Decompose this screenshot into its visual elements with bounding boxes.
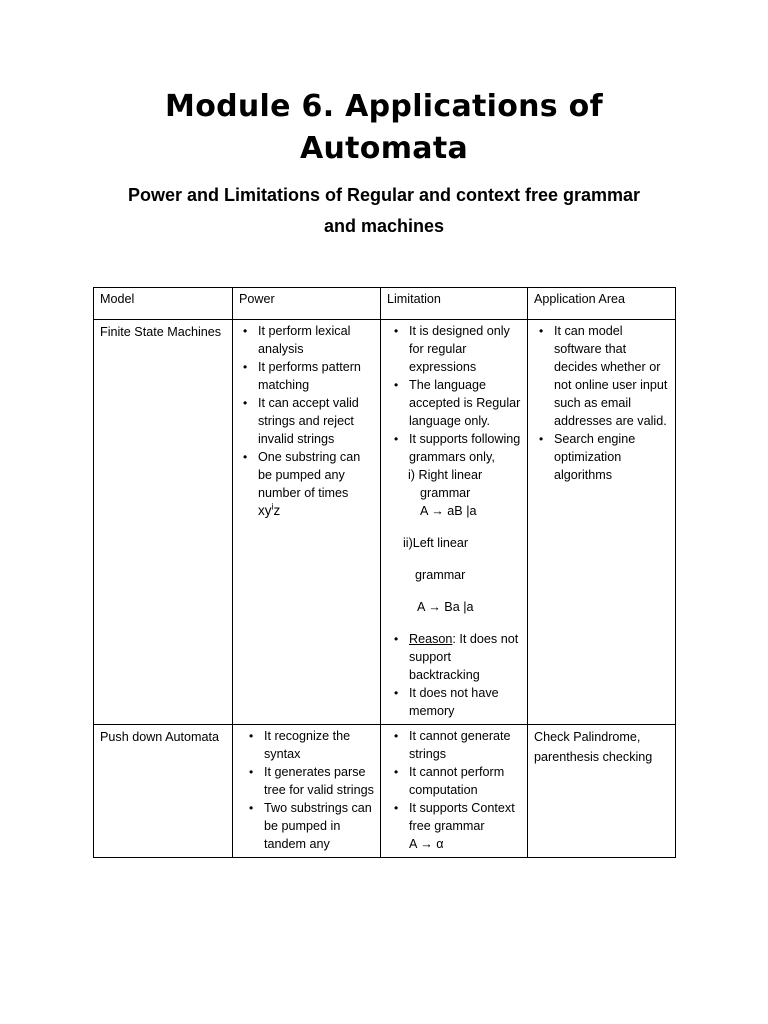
fsm-power-list [239, 322, 374, 502]
pda-limitation-cell [381, 725, 528, 858]
table-header-row [94, 288, 676, 320]
left-linear-label: ii)Left linear [403, 536, 469, 550]
pumping-expression [239, 502, 374, 520]
list-item: • It can accept valid strings and reject invalid strings [258, 394, 374, 448]
list-item: • Two substrings can be pumped in tandem any [264, 799, 374, 853]
document-title [0, 86, 768, 170]
pump-tail: z [273, 503, 281, 518]
fsm-application-cell [528, 320, 676, 725]
list-item [409, 630, 521, 684]
fsm-limitation-cell [381, 320, 528, 725]
fsm-application-list [534, 322, 669, 484]
subtitle-line-1: Power and Limitations of Regular and context free grammar [127, 185, 641, 205]
fsm-model-cell: Finite State Machines [94, 320, 233, 725]
list-item: • It generates parse tree for valid strings [264, 763, 374, 799]
list-item: • It cannot generate strings [409, 727, 521, 763]
header-application-area: Application Area [528, 288, 676, 320]
comparison-table [93, 287, 676, 858]
right-linear-label: i) Right linear [408, 468, 483, 482]
cfg-rule: A → α [409, 837, 444, 851]
right-linear-grammar: grammar [420, 486, 471, 500]
table-row-push-down-automata [94, 725, 676, 858]
pda-power-list [239, 727, 374, 853]
reason-label: Reason [409, 632, 453, 646]
header-model: Model [94, 288, 233, 320]
list-item: • It is designed only for regular expressions [409, 322, 521, 376]
fsm-reason-list [387, 630, 521, 720]
right-linear-rule: A → aB |a [420, 504, 477, 518]
pda-application-cell: Check Palindrome, parenthesis checking [528, 725, 676, 858]
pda-power-cell [233, 725, 381, 858]
list-item: • It supports following grammars only, [409, 430, 521, 466]
list-item: • It supports Context free grammar [409, 799, 521, 835]
list-item: • It recognize the syntax [264, 727, 374, 763]
list-item: • It performs pattern matching [258, 358, 374, 394]
pda-model-cell: Push down Automata [94, 725, 233, 858]
header-power: Power [233, 288, 381, 320]
pda-limitation-list [387, 727, 521, 835]
fsm-power-cell [233, 320, 381, 725]
list-item: • It can model software that decides whether or not online user input such as email addresses are valid. [554, 322, 669, 430]
header-limitation: Limitation [381, 288, 528, 320]
fsm-limitation-list [387, 322, 521, 466]
left-linear-grammar: grammar [415, 568, 466, 582]
title-line-1: Module 6. Applications of [165, 89, 603, 124]
table-row-finite-state-machines [94, 320, 676, 725]
list-item: • It cannot perform computation [409, 763, 521, 799]
pump-exponent: i [271, 501, 274, 512]
list-item: • Search engine optimization algorithms [554, 430, 669, 484]
pump-base: xy [258, 503, 272, 518]
list-item: • The language accepted is Regular language only. [409, 376, 521, 430]
list-item: • One substring can be pumped any number of times [258, 448, 374, 502]
list-item: • It perform lexical analysis [258, 322, 374, 358]
title-line-2: Automata [299, 131, 468, 166]
document-subtitle [80, 180, 688, 242]
left-linear-rule: A → Ba |a [417, 600, 474, 614]
list-item: • It does not have memory [409, 684, 521, 720]
subtitle-line-2: and machines [323, 216, 445, 236]
reason-text: : It does not support backtracking [409, 632, 519, 682]
